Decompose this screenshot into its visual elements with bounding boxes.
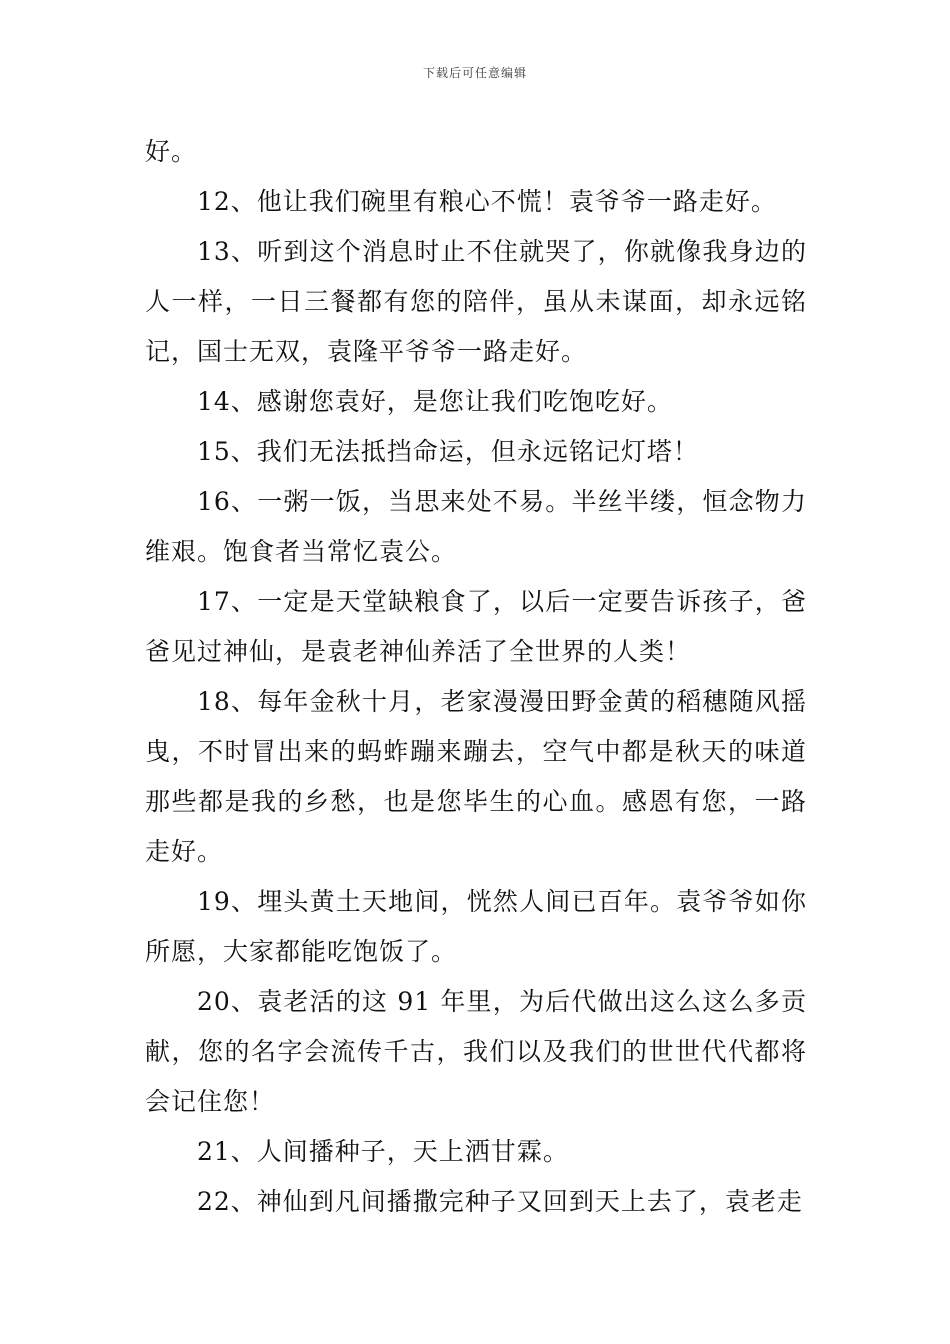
paragraph-21: 21、人间播种子，天上洒甘霖。 <box>197 1137 569 1166</box>
body-text <box>145 127 807 1227</box>
paragraph-15: 15、我们无法抵挡命运，但永远铭记灯塔！ <box>197 437 699 466</box>
paragraph-14: 14、感谢您袁好，是您让我们吃饱吃好。 <box>197 387 673 416</box>
page-header: 下载后可任意编辑 <box>422 66 527 80</box>
paragraph-22: 22、神仙到凡间播撒完种子又回到天上去了，袁老走 <box>197 1187 803 1216</box>
paragraph-17: 17、一定是天堂缺粮食了，以后一定要告诉孩子，爸爸见过神仙，是袁老神仙养活了全世界的人类！ <box>145 587 807 666</box>
paragraph-16: 16、一粥一饭，当思来处不易。半丝半缕，恒念物力维艰。饱食者当常忆袁公。 <box>145 487 807 566</box>
paragraph-continuation: 好。 <box>145 137 198 166</box>
paragraph-18: 18、每年金秋十月，老家漫漫田野金黄的稻穗随风摇曳，不时冒出来的蚂蚱蹦来蹦去，空气中都是秋天的味道那些都是我的乡愁，也是您毕生的心血。感恩有您，一路走好。 <box>145 687 807 866</box>
paragraph-13: 13、听到这个消息时止不住就哭了，你就像我身边的人一样，一日三餐都有您的陪伴，虽从未谋面，却永远铭记，国士无双，袁隆平爷爷一路走好。 <box>145 237 807 366</box>
paragraph-20: 20、袁老活的这 91 年里，为后代做出这么这么多贡献，您的名字会流传千古，我们以及我们的世世代代都将会记住您！ <box>145 987 807 1116</box>
paragraph-19: 19、埋头黄土天地间，恍然人间已百年。袁爷爷如你所愿，大家都能吃饱饭了。 <box>145 887 807 966</box>
paragraph-12: 12、他让我们碗里有粮心不慌！袁爷爷一路走好。 <box>197 187 777 216</box>
